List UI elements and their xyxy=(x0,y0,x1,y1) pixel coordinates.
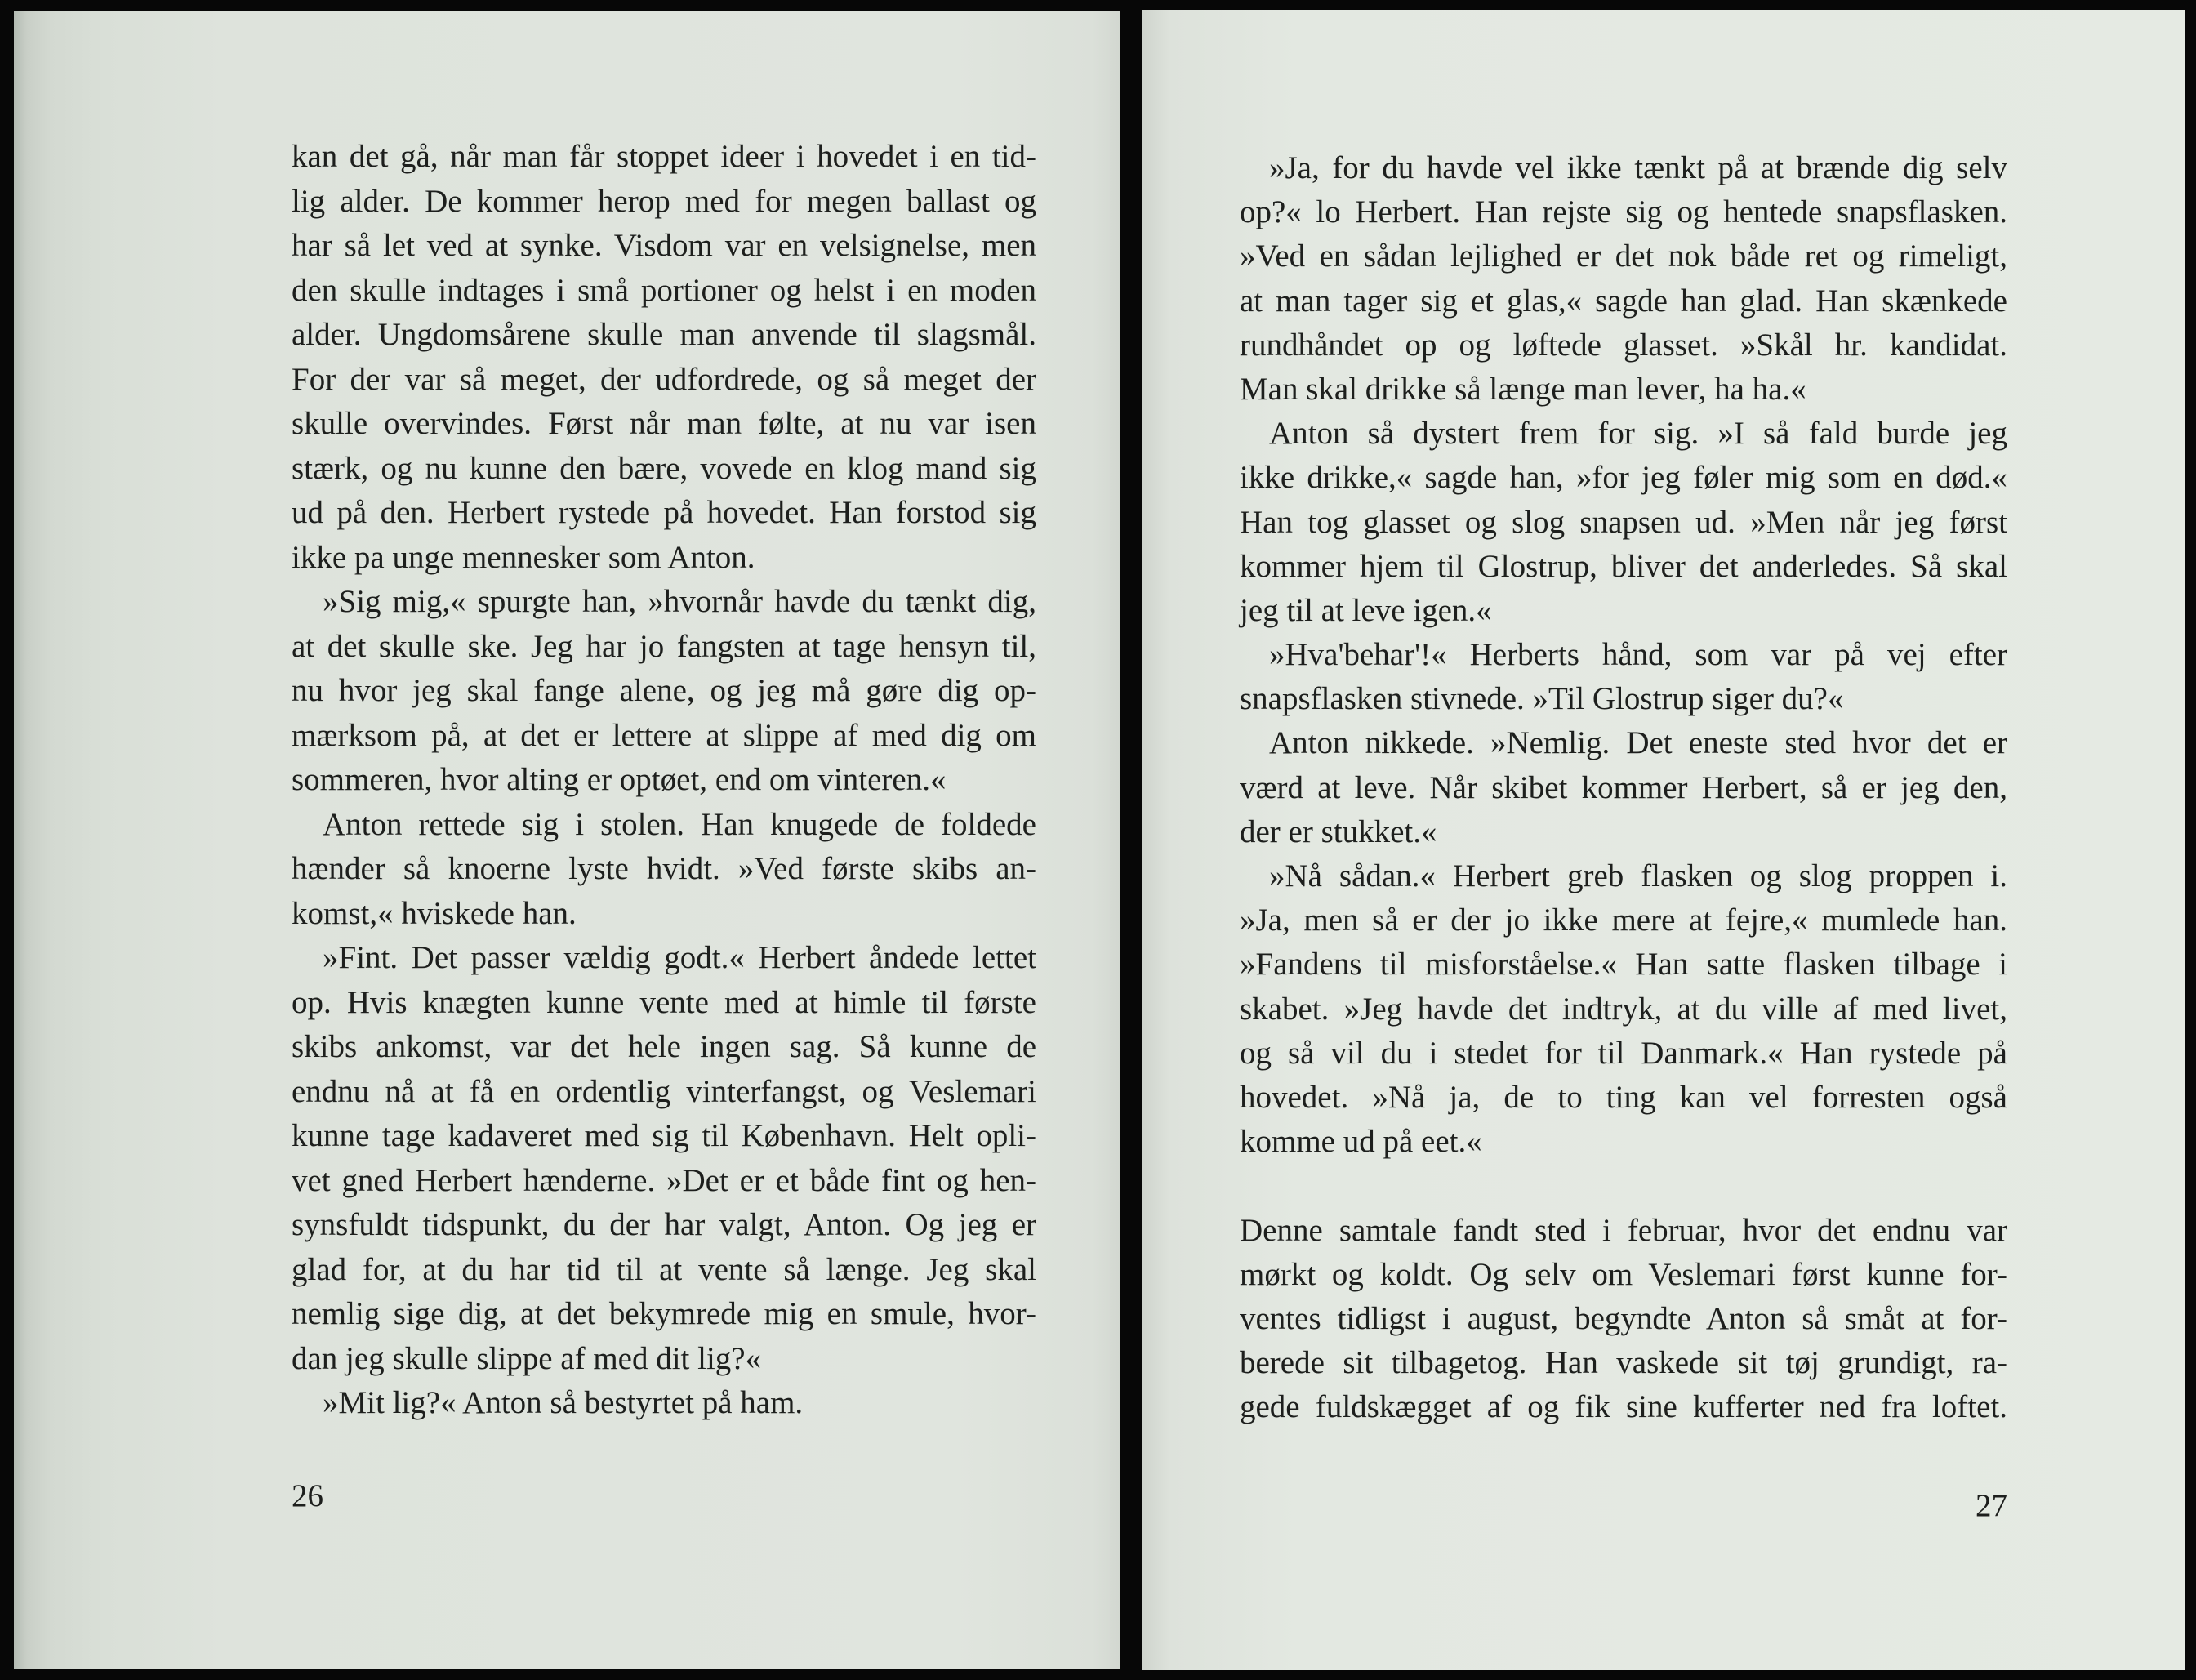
text-line: op?« lo Herbert. Han rejste sig og hentede snapsflasken. xyxy=(1240,194,2007,230)
paragraph xyxy=(1240,633,2007,721)
text-line: »Sig mig,« spurgte han, »hvornår havde du tænkt dig, xyxy=(323,584,1036,619)
paragraph xyxy=(1240,854,2007,1164)
text-line: gede fuldskægget af og fik sine kufferter ned fra loftet. xyxy=(1240,1389,2007,1425)
text-line: »Mit lig?« Anton så bestyrtet på ham. xyxy=(323,1385,804,1420)
text-line: berede sit tilbagetog. Han vaskede sit tøj grundigt, ra- xyxy=(1240,1345,2007,1381)
text-line: synsfuldt tidspunkt, du der har valgt, Anton. Og jeg er xyxy=(292,1207,1036,1242)
text-line: ud på den. Herbert rystede på hovedet. Han forstod sig xyxy=(292,495,1036,530)
right-page xyxy=(1142,10,2185,1670)
text-line: mørkt og koldt. Og selv om Veslemari først kunne for- xyxy=(1240,1256,2007,1292)
text-line: værd at leve. Når skibet kommer Herbert, så er jeg den, xyxy=(1240,769,2007,805)
text-line: at man tager sig et glas,« sagde han glad. Han skænkede xyxy=(1240,283,2007,319)
text-line: rundhåndet op og løftede glasset. »Skål hr. kandidat. xyxy=(1240,327,2007,363)
text-line: For der var så meget, der udfordrede, og så meget der xyxy=(292,361,1036,397)
paragraph xyxy=(1240,721,2007,854)
text-line: har så let ved at synke. Visdom var en velsignelse, men xyxy=(292,228,1036,263)
text-line: sommeren, hvor alting er optøet, end om vinteren.« xyxy=(292,762,947,797)
paragraph xyxy=(1240,1209,2007,1430)
text-line: kommer hjem til Glostrup, bliver det anderledes. Så skal xyxy=(1240,548,2007,584)
text-line: »Fandens til misforståelse.« Han satte flasken tilbage i xyxy=(1240,947,2007,983)
paragraph xyxy=(292,936,1036,1381)
text-line: nu hvor jeg skal fange alene, og jeg må gøre dig op- xyxy=(292,673,1036,708)
paragraph xyxy=(1240,412,2007,633)
text-line: »Nå sådan.« Herbert greb flasken og slog proppen i. xyxy=(1269,858,2007,893)
page-number: 26 xyxy=(292,1478,323,1513)
text-line: kan det gå, når man får stoppet ideer i hovedet i en tid- xyxy=(292,139,1036,174)
text-line: dan jeg skulle slippe af med dit lig?« xyxy=(292,1340,762,1376)
text-line: skulle overvindes. Først når man følte, at nu var isen xyxy=(292,406,1036,441)
paragraph xyxy=(292,580,1036,803)
paragraph xyxy=(292,135,1036,580)
text-line: der er stukket.« xyxy=(1240,813,1437,849)
paragraph xyxy=(292,1381,1036,1426)
text-line: alder. Ungdomsårene skulle man anvende til slagsmål. xyxy=(292,317,1036,352)
text-line: hovedet. »Nå ja, de to ting kan vel forresten også xyxy=(1240,1079,2007,1115)
text-line: Anton nikkede. »Nemlig. Det eneste sted hvor det er xyxy=(1269,725,2007,761)
text-line: den skulle indtages i små portioner og helst i en moden xyxy=(292,272,1036,308)
text-line: kunne tage kadaveret med sig til København. Helt opli- xyxy=(292,1118,1036,1153)
text-line: »Hva'behar'!« Herberts hånd, som var på vej efter xyxy=(1269,637,2007,673)
text-line: skibs ankomst, var det hele ingen sag. Så kunne de xyxy=(292,1029,1036,1064)
text-line: ikke pa unge mennesker som Anton. xyxy=(292,539,755,575)
text-line: ikke drikke,« sagde han, »for jeg føler mig som en død.« xyxy=(1240,460,2007,496)
text-line: Man skal drikke så længe man lever, ha ha.« xyxy=(1240,371,1806,407)
text-line: hænder så knoerne lyste hvidt. »Ved første skibs an- xyxy=(292,851,1036,886)
text-line: op. Hvis knægten kunne vente med at himle til første xyxy=(292,984,1036,1020)
text-line: mærksom på, at det er lettere at slippe af med dig om xyxy=(292,717,1036,753)
text-line: »Ja, men så er der jo ikke mere at fejre,« mumlede han. xyxy=(1240,902,2007,938)
text-line: »Fint. Det passer vældig godt.« Herbert åndede lettet xyxy=(323,940,1036,975)
page-text xyxy=(292,135,1036,1426)
text-line: nemlig sige dig, at det bekymrede mig en smule, hvor- xyxy=(292,1296,1036,1331)
text-line: komst,« hviskede han. xyxy=(292,895,577,931)
section-break xyxy=(1240,1164,2007,1208)
text-line: Denne samtale fandt sted i februar, hvor det endnu var xyxy=(1240,1212,2007,1248)
text-line: »Ja, for du havde vel ikke tænkt på at brænde dig selv xyxy=(1269,150,2007,185)
text-line: vet gned Herbert hænderne. »Det er et både fint og hen- xyxy=(292,1162,1036,1198)
text-line: at det skulle ske. Jeg har jo fangsten at tage hensyn til, xyxy=(292,628,1036,664)
text-line: stærk, og nu kunne den bære, vovede en klog mand sig xyxy=(292,450,1036,486)
text-line: jeg til at leve igen.« xyxy=(1240,592,1492,628)
left-page xyxy=(14,11,1120,1669)
text-line: Anton så dystert frem for sig. »I så fald burde jeg xyxy=(1269,416,2007,452)
text-line: endnu nå at få en ordentlig vinterfangst, og Veslemari xyxy=(292,1073,1036,1109)
text-line: skabet. »Jeg havde det indtryk, at du ville af med livet, xyxy=(1240,991,2007,1027)
text-line: glad for, at du har tid til at vente så længe. Jeg skal xyxy=(292,1251,1036,1287)
page-text xyxy=(1240,146,2007,1429)
text-line: »Ved en sådan lejlighed er det nok både ret og rimeligt, xyxy=(1240,238,2007,274)
page-number: 27 xyxy=(1976,1488,2007,1523)
text-line: snapsflasken stivnede. »Til Glostrup siger du?« xyxy=(1240,681,1844,717)
text-line: lig alder. De kommer herop med for megen ballast og xyxy=(292,183,1036,219)
paragraph xyxy=(292,803,1036,937)
text-line: komme ud på eet.« xyxy=(1240,1124,1482,1160)
text-line: ventes tidligst i august, begyndte Anton så småt at for- xyxy=(1240,1300,2007,1336)
text-line: Anton rettede sig i stolen. Han knugede de foldede xyxy=(323,806,1036,842)
text-line: Han tog glasset og slog snapsen ud. »Men når jeg først xyxy=(1240,504,2007,540)
text-line: og så vil du i stedet for til Danmark.« Han rystede på xyxy=(1240,1035,2007,1071)
paragraph xyxy=(1240,146,2007,412)
